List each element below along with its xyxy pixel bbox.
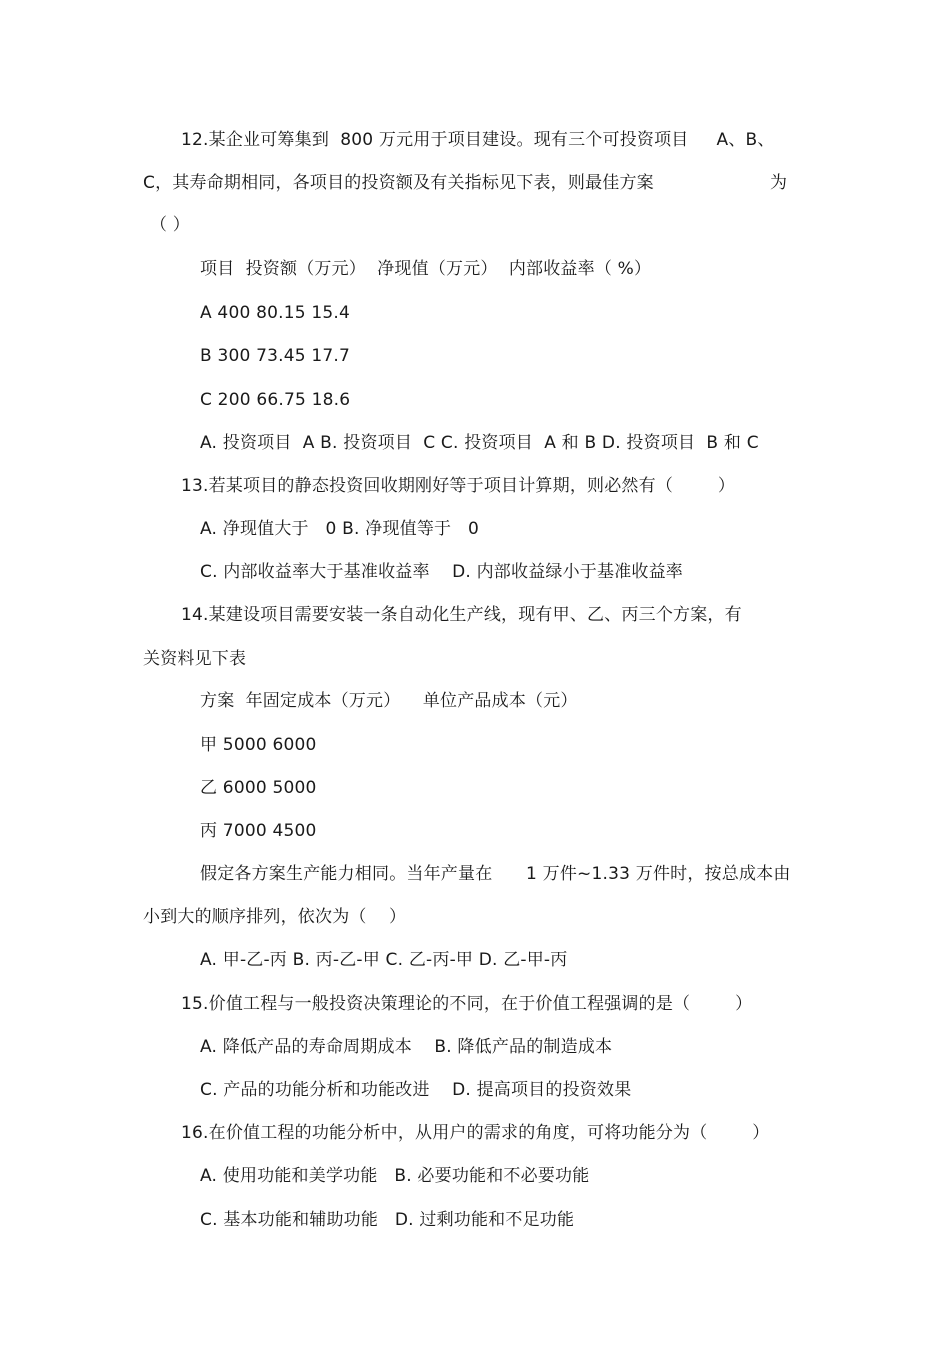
- q16-stem: 16.在价值工程的功能分析中，从用户的需求的角度，可将功能分为（ ）: [181, 1123, 770, 1143]
- q13-options-line1: A. 净现值大于 0 B. 净现值等于 0: [200, 519, 480, 539]
- q15-stem: 15.价值工程与一般投资决策理论的不同，在于价值工程强调的是（ ）: [181, 994, 753, 1014]
- q12-answer-blank: （ ）: [150, 215, 191, 235]
- q12-table-row: B 300 73.45 17.7: [200, 346, 351, 366]
- q12-stem-line1: 12.某企业可筹集到 800 万元用于项目建设。现有三个可投资项目 A、B、: [181, 130, 775, 150]
- q12-table-row: A 400 80.15 15.4: [200, 303, 351, 323]
- q12-stem-line2-end: 为: [770, 173, 788, 193]
- q16-options-line1: A. 使用功能和美学功能 B. 必要功能和不必要功能: [200, 1166, 590, 1186]
- q14-table-row: 甲 5000 6000: [200, 735, 317, 755]
- q13-options-line2: C. 内部收益率大于基准收益率 D. 内部收益绿小于基准收益率: [200, 562, 683, 582]
- q15-options-line1: A. 降低产品的寿命周期成本 B. 降低产品的制造成本: [200, 1037, 613, 1057]
- q12-table-row: C 200 66.75 18.6: [200, 390, 351, 410]
- q14-condition-line2: 小到大的顺序排列，依次为（ ）: [143, 907, 407, 927]
- q14-options: A. 甲-乙-丙 B. 丙-乙-甲 C. 乙-丙-甲 D. 乙-甲-丙: [200, 950, 568, 970]
- q15-options-line2: C. 产品的功能分析和功能改进 D. 提高项目的投资效果: [200, 1080, 632, 1100]
- q14-stem-line2: 关资料见下表: [143, 649, 247, 669]
- q14-table-header: 方案 年固定成本（万元） 单位产品成本（元）: [200, 691, 578, 711]
- q14-table-row: 乙 6000 5000: [200, 778, 317, 798]
- q12-table-header: 项目 投资额（万元） 净现值（万元） 内部收益率（ %）: [200, 259, 652, 279]
- q14-stem-line1: 14.某建设项目需要安装一条自动化生产线，现有甲、乙、丙三个方案，有: [181, 605, 742, 625]
- q12-stem-line2: C，其寿命期相同，各项目的投资额及有关指标见下表，则最佳方案: [143, 173, 654, 193]
- q12-options: A. 投资项目 A B. 投资项目 C C. 投资项目 A 和 B D. 投资项目 B 和 C: [200, 433, 759, 453]
- q14-condition-line1: 假定各方案生产能力相同。当年产量在 1 万件~1.33 万件时，按总成本由: [200, 864, 791, 884]
- q14-table-row: 丙 7000 4500: [200, 821, 317, 841]
- q13-stem: 13.若某项目的静态投资回收期刚好等于项目计算期，则必然有（ ）: [181, 476, 736, 496]
- q16-options-line2: C. 基本功能和辅助功能 D. 过剩功能和不足功能: [200, 1210, 575, 1230]
